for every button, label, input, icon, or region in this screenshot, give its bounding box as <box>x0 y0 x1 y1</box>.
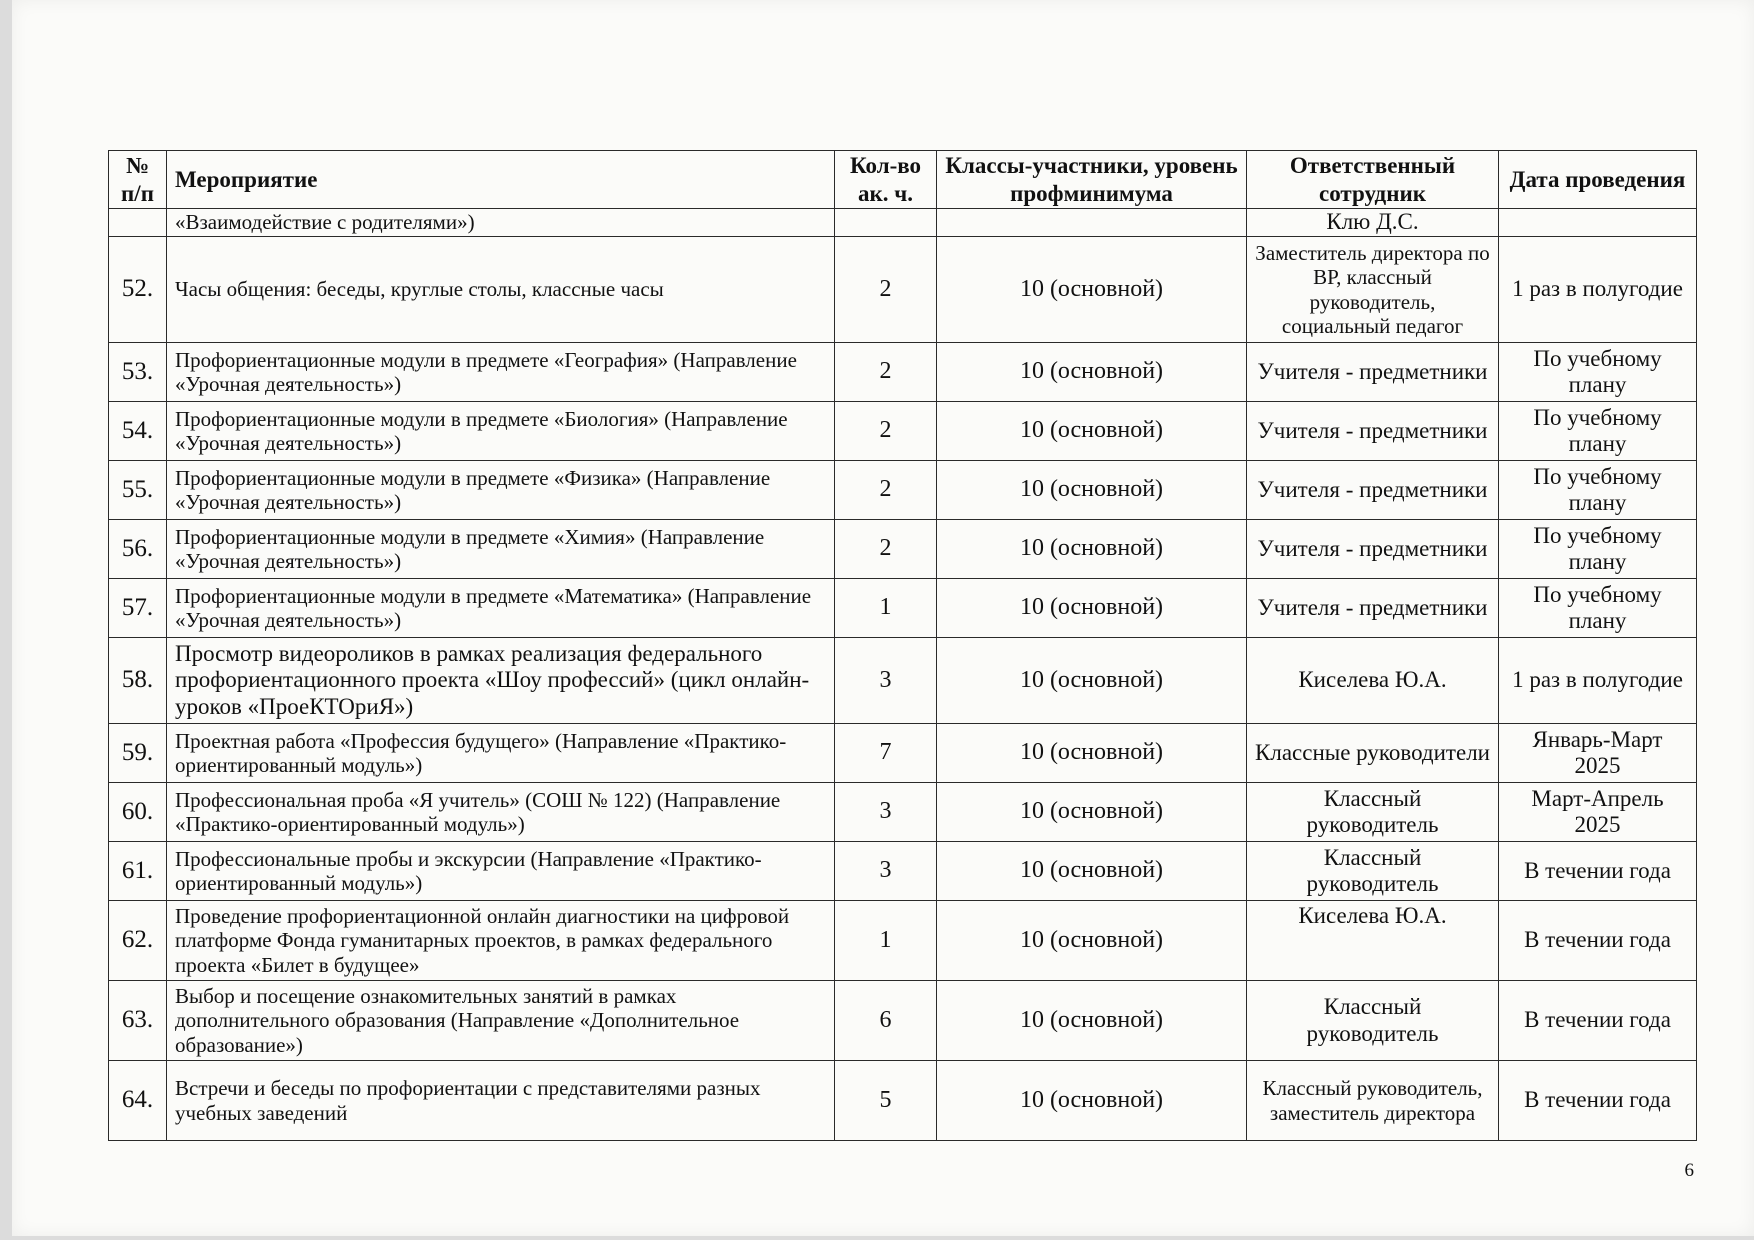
row-classes <box>937 209 1247 237</box>
table-row <box>109 1061 1697 1141</box>
row-hours: 1 <box>835 579 937 638</box>
row-date: В течении года <box>1499 981 1697 1061</box>
row-hours: 3 <box>835 842 937 901</box>
row-event: Профориентационные модули в предмете «Математика» (Направление «Урочная деятельность») <box>167 579 835 638</box>
row-event: Часы общения: беседы, круглые столы, классные часы <box>167 237 835 343</box>
row-responsible: Учителя - предметники <box>1247 343 1499 402</box>
row-event: Встречи и беседы по профориентации с представителями разных учебных заведений <box>167 1061 835 1141</box>
header-date: Дата проведения <box>1499 151 1697 209</box>
row-date: По учебному плану <box>1499 402 1697 461</box>
row-date: Март-Апрель 2025 <box>1499 783 1697 842</box>
row-hours: 7 <box>835 724 937 783</box>
row-num: 58. <box>109 638 167 724</box>
table-row <box>109 461 1697 520</box>
row-num: 64. <box>109 1061 167 1141</box>
row-hours: 1 <box>835 901 937 981</box>
row-hours: 5 <box>835 1061 937 1141</box>
row-responsible: Киселева Ю.А. <box>1247 638 1499 724</box>
row-responsible: Классный руководитель, заместитель директора <box>1247 1061 1499 1141</box>
table-header-row <box>109 151 1697 209</box>
row-event: Просмотр видеороликов в рамках реализация федерального профориентационного проекта «Шоу профессий» (цикл онлайн-уроков «ПроеКТОриЯ») <box>167 638 835 724</box>
row-num: 56. <box>109 520 167 579</box>
row-num: 62. <box>109 901 167 981</box>
row-date: В течении года <box>1499 1061 1697 1141</box>
table-row <box>109 402 1697 461</box>
row-responsible: Классные руководители <box>1247 724 1499 783</box>
row-num: 52. <box>109 237 167 343</box>
row-responsible: Учителя - предметники <box>1247 520 1499 579</box>
row-responsible: Учителя - предметники <box>1247 461 1499 520</box>
table-row <box>109 842 1697 901</box>
row-date: 1 раз в полугодие <box>1499 237 1697 343</box>
row-hours: 2 <box>835 402 937 461</box>
row-classes: 10 (основной) <box>937 402 1247 461</box>
row-responsible: Клю Д.С. <box>1247 209 1499 237</box>
row-hours: 2 <box>835 237 937 343</box>
row-classes: 10 (основной) <box>937 461 1247 520</box>
header-hours: Кол-во ак. ч. <box>835 151 937 209</box>
row-classes: 10 (основной) <box>937 638 1247 724</box>
row-responsible: Киселева Ю.А. <box>1247 901 1499 981</box>
row-date: По учебному плану <box>1499 579 1697 638</box>
row-event: Выбор и посещение ознакомительных занятий в рамках дополнительного образования (Направление «Дополнительное образование») <box>167 981 835 1061</box>
row-classes: 10 (основной) <box>937 724 1247 783</box>
table-row <box>109 638 1697 724</box>
row-classes: 10 (основной) <box>937 783 1247 842</box>
row-event: Проектная работа «Профессия будущего» (Направление «Практико-ориентированный модуль») <box>167 724 835 783</box>
table-row <box>109 724 1697 783</box>
row-responsible: Классный руководитель <box>1247 783 1499 842</box>
table-row <box>109 209 1697 237</box>
row-event: «Взаимодействие с родителями») <box>167 209 835 237</box>
row-num: 60. <box>109 783 167 842</box>
row-num: 59. <box>109 724 167 783</box>
row-event: Профориентационные модули в предмете «Физика» (Направление «Урочная деятельность») <box>167 461 835 520</box>
header-event: Мероприятие <box>167 151 835 209</box>
row-num: 61. <box>109 842 167 901</box>
row-responsible: Классный руководитель <box>1247 842 1499 901</box>
row-event: Профессиональная проба «Я учитель» (СОШ № 122) (Направление «Практико-ориентированный модуль») <box>167 783 835 842</box>
row-classes: 10 (основной) <box>937 343 1247 402</box>
table-row <box>109 783 1697 842</box>
row-date: Январь-Март 2025 <box>1499 724 1697 783</box>
row-num: 57. <box>109 579 167 638</box>
row-event: Профориентационные модули в предмете «География» (Направление «Урочная деятельность») <box>167 343 835 402</box>
header-num: № п/п <box>109 151 167 209</box>
row-num: 55. <box>109 461 167 520</box>
row-hours: 2 <box>835 461 937 520</box>
row-event: Профориентационные модули в предмете «Биология» (Направление «Урочная деятельность») <box>167 402 835 461</box>
row-num: 53. <box>109 343 167 402</box>
row-num <box>109 209 167 237</box>
row-event: Проведение профориентационной онлайн диагностики на цифровой платформе Фонда гуманитарных проектов, в рамках федерального проекта «Билет в будущее» <box>167 901 835 981</box>
row-date: По учебному плану <box>1499 520 1697 579</box>
table-row <box>109 579 1697 638</box>
document-page <box>12 0 1754 1236</box>
row-date: По учебному плану <box>1499 461 1697 520</box>
header-responsible: Ответственный сотрудник <box>1247 151 1499 209</box>
table-row <box>109 901 1697 981</box>
row-hours: 3 <box>835 783 937 842</box>
table-row <box>109 981 1697 1061</box>
events-table <box>108 150 1697 1141</box>
row-responsible: Заместитель директора по ВР, классный руководитель, социальный педагог <box>1247 237 1499 343</box>
row-date: По учебному плану <box>1499 343 1697 402</box>
row-num: 54. <box>109 402 167 461</box>
row-event: Профориентационные модули в предмете «Химия» (Направление «Урочная деятельность») <box>167 520 835 579</box>
row-num: 63. <box>109 981 167 1061</box>
row-hours: 2 <box>835 343 937 402</box>
row-responsible: Учителя - предметники <box>1247 402 1499 461</box>
row-hours <box>835 209 937 237</box>
row-classes: 10 (основной) <box>937 981 1247 1061</box>
header-classes: Классы-участники, уровень профминимума <box>937 151 1247 209</box>
table-row <box>109 520 1697 579</box>
table-row <box>109 237 1697 343</box>
row-classes: 10 (основной) <box>937 237 1247 343</box>
table-row <box>109 343 1697 402</box>
row-date: В течении года <box>1499 901 1697 981</box>
row-classes: 10 (основной) <box>937 901 1247 981</box>
row-classes: 10 (основной) <box>937 579 1247 638</box>
row-date: 1 раз в полугодие <box>1499 638 1697 724</box>
row-hours: 6 <box>835 981 937 1061</box>
row-classes: 10 (основной) <box>937 520 1247 579</box>
page-number: 6 <box>1684 1160 1694 1181</box>
row-responsible: Учителя - предметники <box>1247 579 1499 638</box>
row-event: Профессиональные пробы и экскурсии (Направление «Практико-ориентированный модуль») <box>167 842 835 901</box>
row-date: В течении года <box>1499 842 1697 901</box>
row-date <box>1499 209 1697 237</box>
row-classes: 10 (основной) <box>937 1061 1247 1141</box>
row-hours: 3 <box>835 638 937 724</box>
row-classes: 10 (основной) <box>937 842 1247 901</box>
row-hours: 2 <box>835 520 937 579</box>
row-responsible: Классный руководитель <box>1247 981 1499 1061</box>
